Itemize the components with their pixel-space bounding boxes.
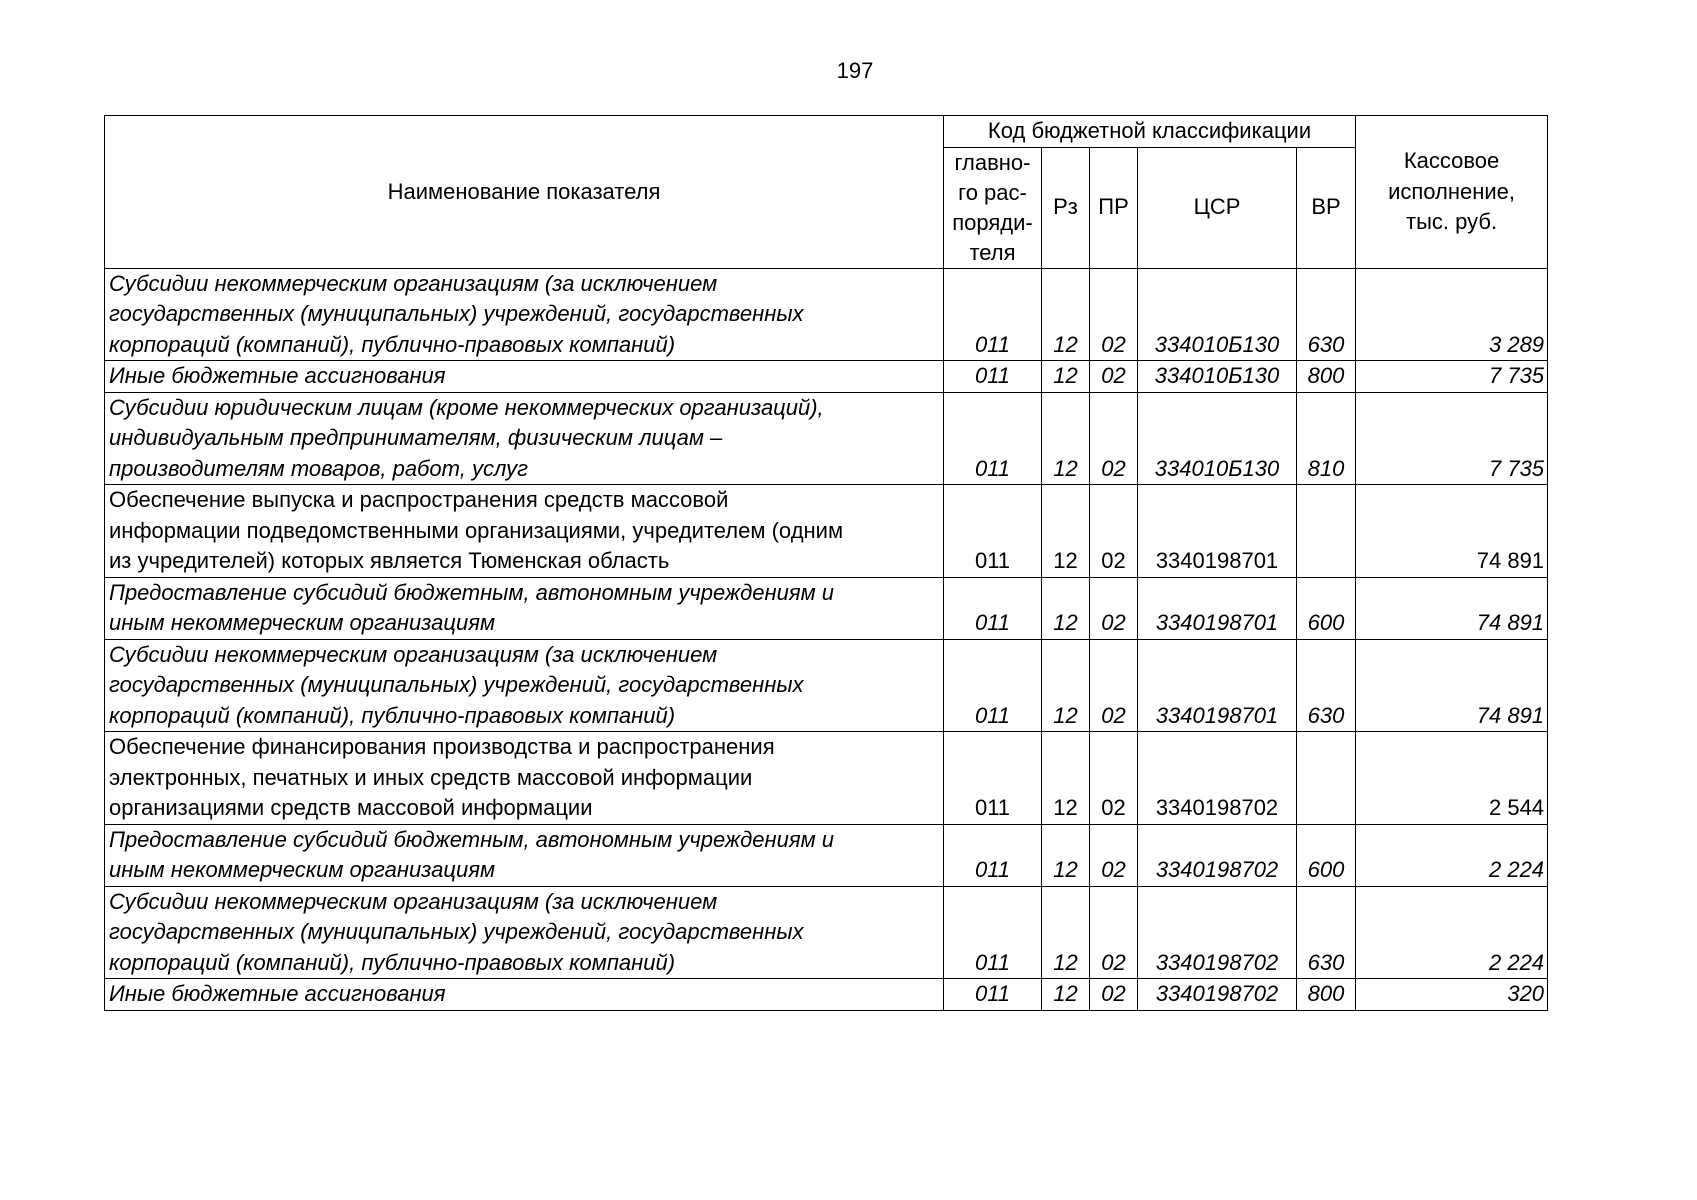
row-pr: 02 — [1090, 392, 1138, 485]
row-amount: 74 891 — [1356, 485, 1548, 578]
row-name-line: Предоставление субсидий бюджетным, автономным учреждениям и — [109, 826, 835, 852]
table-row — [105, 485, 1548, 578]
row-rz: 12 — [1042, 979, 1090, 1011]
row-pr: 02 — [1090, 639, 1138, 732]
row-glav: 011 — [944, 979, 1042, 1011]
table-row — [105, 824, 1548, 886]
row-name-line: из учредителей) которых является Тюменская область — [109, 548, 670, 573]
row-glav: 011 — [944, 732, 1042, 825]
row-name-line: индивидуальным предпринимателям, физическим лицам – — [109, 425, 723, 450]
row-csr: 3340198702 — [1138, 886, 1297, 979]
row-amount: 7 735 — [1356, 361, 1548, 393]
row-vr — [1297, 485, 1356, 578]
row-name-line: государственных (муниципальных) учреждений, государственных — [109, 919, 804, 944]
row-glav: 011 — [944, 577, 1042, 639]
row-vr: 600 — [1297, 577, 1356, 639]
header-vr: ВР — [1297, 147, 1356, 268]
row-name — [105, 392, 944, 485]
row-name-line: производителям товаров, работ, услуг — [109, 455, 528, 481]
row-rz: 12 — [1042, 886, 1090, 979]
row-pr: 02 — [1090, 886, 1138, 979]
row-pr: 02 — [1090, 361, 1138, 393]
row-csr: 3340198702 — [1138, 824, 1297, 886]
row-name-line: электронных, печатных и иных средств массовой информации — [109, 764, 753, 790]
row-name-line: информации подведомственными организациями, учредителем (одним — [109, 517, 844, 543]
header-rz: Рз — [1042, 147, 1090, 268]
row-name-line: корпораций (компаний), публично-правовых компаний) — [109, 702, 676, 728]
row-vr: 800 — [1297, 979, 1356, 1011]
row-vr: 800 — [1297, 361, 1356, 393]
header-name: Наименование показателя — [105, 116, 944, 269]
row-glav: 011 — [944, 824, 1042, 886]
table-row — [105, 639, 1548, 732]
table-row — [105, 577, 1548, 639]
row-name-line: Обеспечение выпуска и распространения средств массовой — [109, 487, 729, 512]
row-amount: 74 891 — [1356, 639, 1548, 732]
row-csr: 3340198702 — [1138, 979, 1297, 1011]
row-vr — [1297, 732, 1356, 825]
row-pr: 02 — [1090, 979, 1138, 1011]
row-amount: 3 289 — [1356, 268, 1548, 361]
header-glav-line: теля — [969, 239, 1016, 265]
row-name-line: Субсидии некоммерческим организациям (за исключением — [109, 888, 718, 914]
row-amount: 2 224 — [1356, 824, 1548, 886]
header-amount — [1356, 116, 1548, 269]
row-pr: 02 — [1090, 824, 1138, 886]
header-glav-line: главно- — [954, 149, 1031, 175]
row-rz: 12 — [1042, 485, 1090, 578]
row-pr: 02 — [1090, 577, 1138, 639]
table-row — [105, 268, 1548, 361]
row-name-line: Предоставление субсидий бюджетным, автономным учреждениям и — [109, 579, 835, 605]
header-amount-line: исполнение, — [1388, 178, 1516, 204]
row-csr: 3340198701 — [1138, 485, 1297, 578]
row-vr: 630 — [1297, 886, 1356, 979]
row-amount: 2 224 — [1356, 886, 1548, 979]
row-name-line: иным некоммерческим организациям — [109, 610, 496, 635]
row-name-line: корпораций (компаний), публично-правовых компаний) — [109, 949, 676, 975]
row-rz: 12 — [1042, 361, 1090, 393]
row-name-line: Субсидии некоммерческим организациям (за исключением — [109, 641, 718, 667]
row-csr: 334010Б130 — [1138, 392, 1297, 485]
row-glav: 011 — [944, 392, 1042, 485]
row-glav: 011 — [944, 639, 1042, 732]
row-amount: 2 544 — [1356, 732, 1548, 825]
row-name-line: Субсидии юридическим лицам (кроме некоммерческих организаций), — [109, 394, 824, 420]
row-glav: 011 — [944, 361, 1042, 393]
row-name — [105, 886, 944, 979]
row-name-line: Иные бюджетные ассигнования — [109, 363, 446, 388]
row-name — [105, 361, 944, 393]
row-vr: 630 — [1297, 639, 1356, 732]
row-name-line: иным некоммерческим организациям — [109, 857, 496, 882]
row-rz: 12 — [1042, 639, 1090, 732]
row-name-line: организациями средств массовой информации — [109, 795, 593, 820]
row-amount: 74 891 — [1356, 577, 1548, 639]
row-vr: 600 — [1297, 824, 1356, 886]
row-pr: 02 — [1090, 732, 1138, 825]
row-pr: 02 — [1090, 268, 1138, 361]
row-csr: 3340198702 — [1138, 732, 1297, 825]
header-glav — [944, 147, 1042, 268]
header-pr: ПР — [1090, 147, 1138, 268]
row-name-line: Иные бюджетные ассигнования — [109, 981, 446, 1006]
table-row — [105, 361, 1548, 393]
row-csr: 3340198701 — [1138, 639, 1297, 732]
header-csr: ЦСР — [1138, 147, 1297, 268]
row-amount: 7 735 — [1356, 392, 1548, 485]
table-body — [105, 268, 1548, 1010]
row-vr: 630 — [1297, 268, 1356, 361]
header-glav-line: поряди- — [952, 209, 1033, 235]
row-glav: 011 — [944, 485, 1042, 578]
row-name — [105, 577, 944, 639]
row-name-line: государственных (муниципальных) учреждений, государственных — [109, 301, 804, 326]
row-name-line: Обеспечение финансирования производства и распространения — [109, 734, 775, 759]
row-vr: 810 — [1297, 392, 1356, 485]
row-name-line: государственных (муниципальных) учреждений, государственных — [109, 672, 804, 697]
row-name — [105, 268, 944, 361]
table-row — [105, 392, 1548, 485]
row-glav: 011 — [944, 886, 1042, 979]
header-glav-line: го рас- — [958, 179, 1027, 205]
row-name — [105, 732, 944, 825]
row-name — [105, 824, 944, 886]
row-rz: 12 — [1042, 268, 1090, 361]
header-amount-line: Кассовое — [1403, 148, 1500, 173]
row-rz: 12 — [1042, 392, 1090, 485]
row-name — [105, 639, 944, 732]
row-glav: 011 — [944, 268, 1042, 361]
row-name — [105, 485, 944, 578]
page-number: 197 — [836, 58, 874, 83]
table-header — [105, 116, 1548, 269]
row-rz: 12 — [1042, 824, 1090, 886]
row-name — [105, 979, 944, 1011]
table-row — [105, 886, 1548, 979]
budget-execution-table — [104, 115, 1548, 1011]
row-amount: 320 — [1356, 979, 1548, 1011]
row-csr: 3340198701 — [1138, 577, 1297, 639]
table-row — [105, 732, 1548, 825]
table-row — [105, 979, 1548, 1011]
row-csr: 334010Б130 — [1138, 361, 1297, 393]
header-amount-line: тыс. руб. — [1406, 209, 1498, 234]
row-name-line: Субсидии некоммерческим организациям (за исключением — [109, 270, 718, 296]
header-kbk-group: Код бюджетной классификации — [944, 116, 1356, 148]
row-pr: 02 — [1090, 485, 1138, 578]
row-rz: 12 — [1042, 732, 1090, 825]
row-name-line: корпораций (компаний), публично-правовых компаний) — [109, 331, 676, 357]
header-row-top — [105, 116, 1548, 148]
row-rz: 12 — [1042, 577, 1090, 639]
row-csr: 334010Б130 — [1138, 268, 1297, 361]
